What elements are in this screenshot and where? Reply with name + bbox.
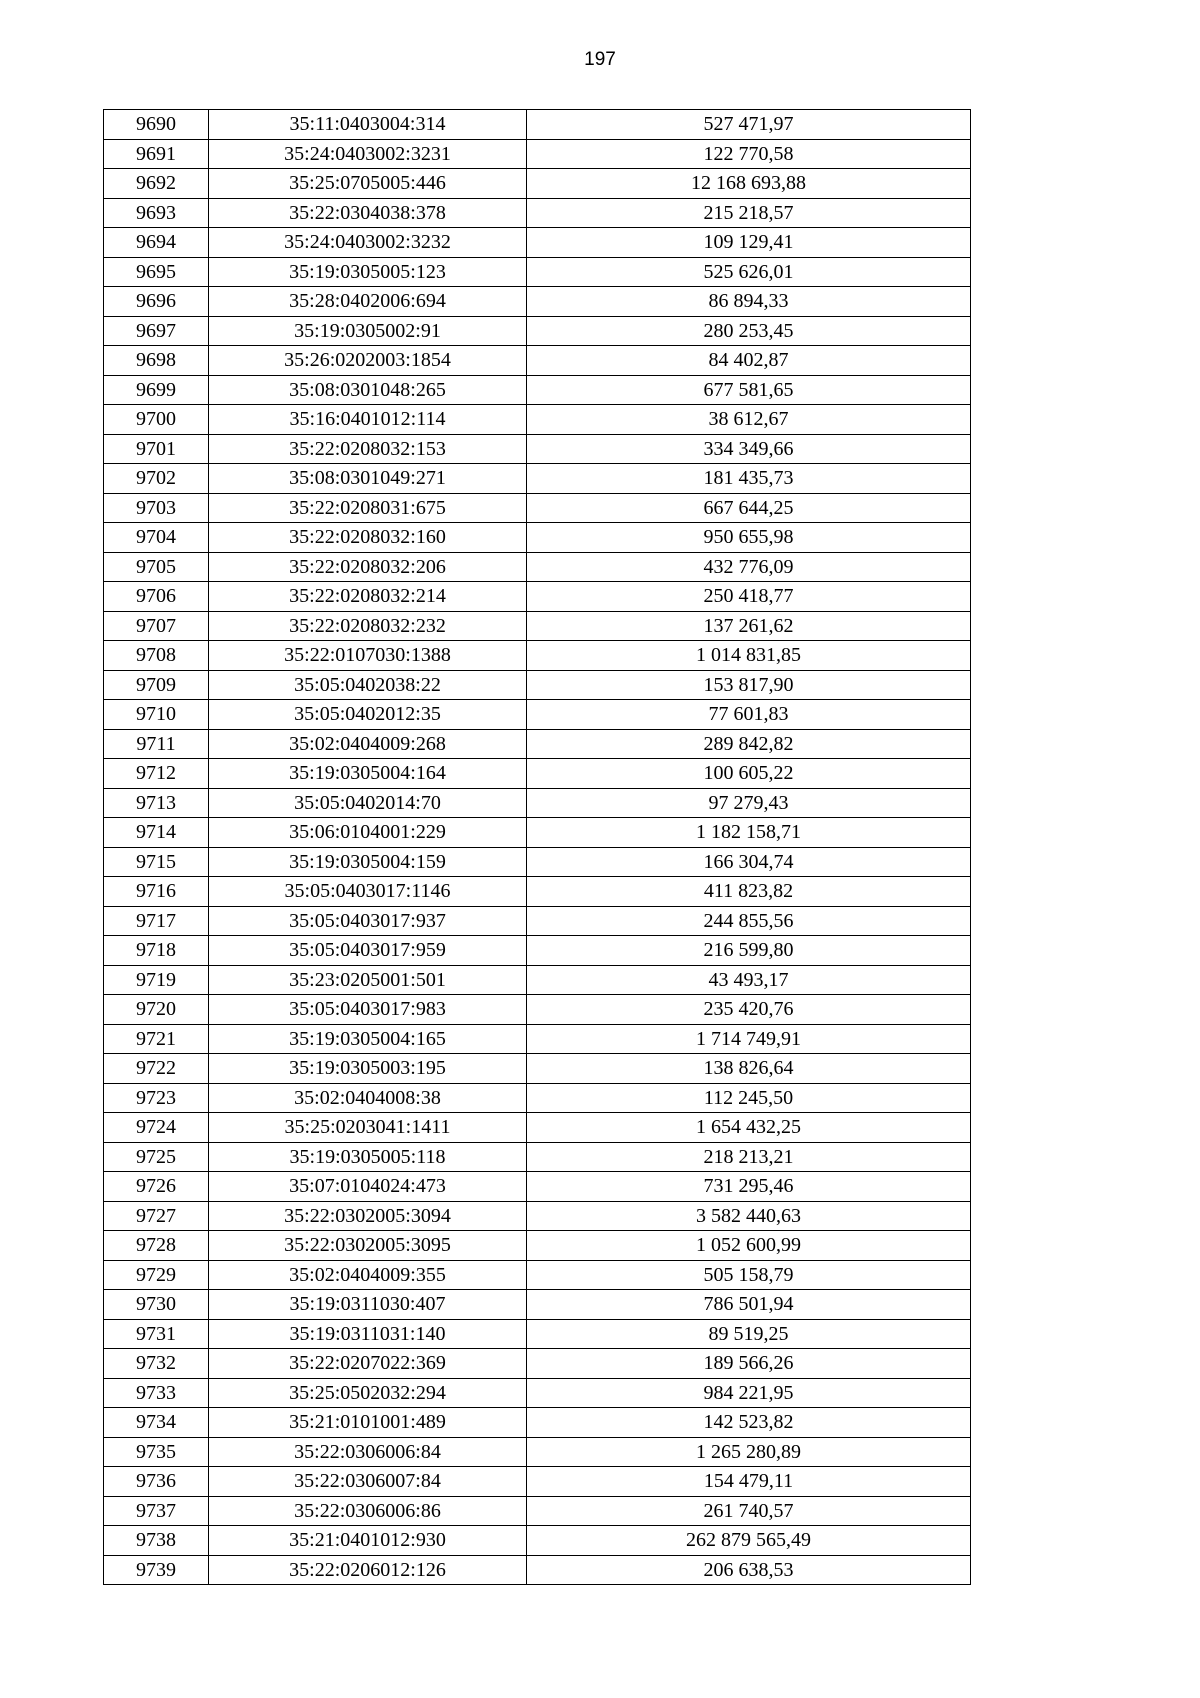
table-row xyxy=(104,936,971,966)
table-row xyxy=(104,847,971,877)
row-number-cell: 9728 xyxy=(104,1231,209,1261)
table-row xyxy=(104,877,971,907)
table-row xyxy=(104,139,971,169)
row-number-cell: 9726 xyxy=(104,1172,209,1202)
page-number: 197 xyxy=(584,49,616,70)
row-number-cell: 9710 xyxy=(104,700,209,730)
cadastral-number-cell: 35:22:0206012:126 xyxy=(209,1555,527,1585)
cadastral-number-cell: 35:08:0301049:271 xyxy=(209,464,527,494)
row-number-cell: 9733 xyxy=(104,1378,209,1408)
cadastral-number-cell: 35:05:0403017:959 xyxy=(209,936,527,966)
cadastral-value-table xyxy=(103,109,971,1585)
table-row xyxy=(104,287,971,317)
cadastral-number-cell: 35:22:0208032:232 xyxy=(209,611,527,641)
table-row xyxy=(104,1349,971,1379)
table-row xyxy=(104,965,971,995)
cadastral-value-cell: 731 295,46 xyxy=(527,1172,971,1202)
cadastral-value-cell: 505 158,79 xyxy=(527,1260,971,1290)
table-row xyxy=(104,1201,971,1231)
row-number-cell: 9732 xyxy=(104,1349,209,1379)
cadastral-number-cell: 35:19:0305004:164 xyxy=(209,759,527,789)
table-row xyxy=(104,582,971,612)
row-number-cell: 9711 xyxy=(104,729,209,759)
table-row xyxy=(104,1260,971,1290)
cadastral-value-cell: 86 894,33 xyxy=(527,287,971,317)
table-row xyxy=(104,1408,971,1438)
row-number-cell: 9716 xyxy=(104,877,209,907)
cadastral-value-cell: 432 776,09 xyxy=(527,552,971,582)
cadastral-value-cell: 262 879 565,49 xyxy=(527,1526,971,1556)
cadastral-number-cell: 35:06:0104001:229 xyxy=(209,818,527,848)
row-number-cell: 9727 xyxy=(104,1201,209,1231)
cadastral-number-cell: 35:22:0304038:378 xyxy=(209,198,527,228)
row-number-cell: 9737 xyxy=(104,1496,209,1526)
table-row xyxy=(104,228,971,258)
row-number-cell: 9722 xyxy=(104,1054,209,1084)
cadastral-number-cell: 35:19:0305002:91 xyxy=(209,316,527,346)
cadastral-value-cell: 1 265 280,89 xyxy=(527,1437,971,1467)
cadastral-value-cell: 154 479,11 xyxy=(527,1467,971,1497)
cadastral-value-cell: 142 523,82 xyxy=(527,1408,971,1438)
table-row xyxy=(104,1437,971,1467)
row-number-cell: 9709 xyxy=(104,670,209,700)
table-row xyxy=(104,1526,971,1556)
table-row xyxy=(104,1496,971,1526)
row-number-cell: 9707 xyxy=(104,611,209,641)
table-row xyxy=(104,1290,971,1320)
table-row xyxy=(104,198,971,228)
table-row xyxy=(104,818,971,848)
cadastral-value-cell: 786 501,94 xyxy=(527,1290,971,1320)
table-row xyxy=(104,906,971,936)
row-number-cell: 9696 xyxy=(104,287,209,317)
table-row xyxy=(104,316,971,346)
table-row xyxy=(104,1467,971,1497)
cadastral-value-cell: 181 435,73 xyxy=(527,464,971,494)
table-row xyxy=(104,169,971,199)
cadastral-number-cell: 35:11:0403004:314 xyxy=(209,110,527,140)
row-number-cell: 9735 xyxy=(104,1437,209,1467)
cadastral-number-cell: 35:22:0208032:206 xyxy=(209,552,527,582)
row-number-cell: 9730 xyxy=(104,1290,209,1320)
table-row xyxy=(104,375,971,405)
cadastral-value-cell: 89 519,25 xyxy=(527,1319,971,1349)
table-row xyxy=(104,1083,971,1113)
cadastral-number-cell: 35:19:0305003:195 xyxy=(209,1054,527,1084)
row-number-cell: 9720 xyxy=(104,995,209,1025)
cadastral-number-cell: 35:02:0404008:38 xyxy=(209,1083,527,1113)
row-number-cell: 9738 xyxy=(104,1526,209,1556)
cadastral-value-cell: 97 279,43 xyxy=(527,788,971,818)
row-number-cell: 9691 xyxy=(104,139,209,169)
cadastral-value-cell: 411 823,82 xyxy=(527,877,971,907)
cadastral-value-cell: 84 402,87 xyxy=(527,346,971,376)
row-number-cell: 9704 xyxy=(104,523,209,553)
cadastral-number-cell: 35:24:0403002:3232 xyxy=(209,228,527,258)
cadastral-value-cell: 984 221,95 xyxy=(527,1378,971,1408)
cadastral-number-cell: 35:25:0502032:294 xyxy=(209,1378,527,1408)
row-number-cell: 9708 xyxy=(104,641,209,671)
cadastral-value-cell: 189 566,26 xyxy=(527,1349,971,1379)
table-row xyxy=(104,1555,971,1585)
table-row xyxy=(104,434,971,464)
cadastral-number-cell: 35:19:0311030:407 xyxy=(209,1290,527,1320)
table-row xyxy=(104,257,971,287)
cadastral-value-cell: 112 245,50 xyxy=(527,1083,971,1113)
cadastral-number-cell: 35:16:0401012:114 xyxy=(209,405,527,435)
cadastral-value-cell: 12 168 693,88 xyxy=(527,169,971,199)
cadastral-number-cell: 35:28:0402006:694 xyxy=(209,287,527,317)
row-number-cell: 9703 xyxy=(104,493,209,523)
row-number-cell: 9718 xyxy=(104,936,209,966)
cadastral-value-cell: 525 626,01 xyxy=(527,257,971,287)
cadastral-value-cell: 38 612,67 xyxy=(527,405,971,435)
cadastral-value-cell: 289 842,82 xyxy=(527,729,971,759)
cadastral-number-cell: 35:22:0208032:160 xyxy=(209,523,527,553)
row-number-cell: 9705 xyxy=(104,552,209,582)
cadastral-number-cell: 35:05:0403017:983 xyxy=(209,995,527,1025)
cadastral-value-cell: 235 420,76 xyxy=(527,995,971,1025)
row-number-cell: 9692 xyxy=(104,169,209,199)
cadastral-value-cell: 43 493,17 xyxy=(527,965,971,995)
cadastral-number-cell: 35:22:0306007:84 xyxy=(209,1467,527,1497)
cadastral-number-cell: 35:22:0302005:3094 xyxy=(209,1201,527,1231)
cadastral-value-cell: 280 253,45 xyxy=(527,316,971,346)
cadastral-value-cell: 250 418,77 xyxy=(527,582,971,612)
cadastral-value-cell: 109 129,41 xyxy=(527,228,971,258)
cadastral-number-cell: 35:02:0404009:355 xyxy=(209,1260,527,1290)
cadastral-number-cell: 35:05:0403017:1146 xyxy=(209,877,527,907)
row-number-cell: 9700 xyxy=(104,405,209,435)
row-number-cell: 9729 xyxy=(104,1260,209,1290)
cadastral-number-cell: 35:19:0305004:159 xyxy=(209,847,527,877)
row-number-cell: 9731 xyxy=(104,1319,209,1349)
cadastral-number-cell: 35:22:0208031:675 xyxy=(209,493,527,523)
cadastral-value-cell: 1 014 831,85 xyxy=(527,641,971,671)
row-number-cell: 9693 xyxy=(104,198,209,228)
cadastral-value-cell: 215 218,57 xyxy=(527,198,971,228)
row-number-cell: 9736 xyxy=(104,1467,209,1497)
cadastral-number-cell: 35:08:0301048:265 xyxy=(209,375,527,405)
cadastral-value-cell: 138 826,64 xyxy=(527,1054,971,1084)
table-row xyxy=(104,729,971,759)
cadastral-number-cell: 35:19:0305005:118 xyxy=(209,1142,527,1172)
table-row xyxy=(104,523,971,553)
row-number-cell: 9734 xyxy=(104,1408,209,1438)
table-row xyxy=(104,1319,971,1349)
table-row xyxy=(104,759,971,789)
table-row xyxy=(104,1231,971,1261)
cadastral-number-cell: 35:05:0402038:22 xyxy=(209,670,527,700)
row-number-cell: 9701 xyxy=(104,434,209,464)
table-row xyxy=(104,700,971,730)
row-number-cell: 9695 xyxy=(104,257,209,287)
table-row xyxy=(104,493,971,523)
cadastral-value-cell: 122 770,58 xyxy=(527,139,971,169)
cadastral-value-cell: 244 855,56 xyxy=(527,906,971,936)
cadastral-number-cell: 35:05:0403017:937 xyxy=(209,906,527,936)
table-row xyxy=(104,552,971,582)
row-number-cell: 9699 xyxy=(104,375,209,405)
table-row xyxy=(104,1142,971,1172)
cadastral-value-cell: 677 581,65 xyxy=(527,375,971,405)
cadastral-number-cell: 35:22:0302005:3095 xyxy=(209,1231,527,1261)
cadastral-number-cell: 35:21:0101001:489 xyxy=(209,1408,527,1438)
cadastral-number-cell: 35:25:0705005:446 xyxy=(209,169,527,199)
cadastral-number-cell: 35:05:0402014:70 xyxy=(209,788,527,818)
cadastral-number-cell: 35:19:0305005:123 xyxy=(209,257,527,287)
cadastral-value-cell: 216 599,80 xyxy=(527,936,971,966)
row-number-cell: 9723 xyxy=(104,1083,209,1113)
row-number-cell: 9694 xyxy=(104,228,209,258)
cadastral-value-cell: 950 655,98 xyxy=(527,523,971,553)
row-number-cell: 9714 xyxy=(104,818,209,848)
cadastral-value-cell: 206 638,53 xyxy=(527,1555,971,1585)
cadastral-number-cell: 35:22:0107030:1388 xyxy=(209,641,527,671)
table-row xyxy=(104,641,971,671)
cadastral-number-cell: 35:22:0306006:84 xyxy=(209,1437,527,1467)
row-number-cell: 9702 xyxy=(104,464,209,494)
cadastral-value-cell: 261 740,57 xyxy=(527,1496,971,1526)
cadastral-value-cell: 527 471,97 xyxy=(527,110,971,140)
cadastral-number-cell: 35:24:0403002:3231 xyxy=(209,139,527,169)
cadastral-value-cell: 77 601,83 xyxy=(527,700,971,730)
table-row xyxy=(104,1113,971,1143)
cadastral-value-cell: 1 052 600,99 xyxy=(527,1231,971,1261)
table-row xyxy=(104,1378,971,1408)
table-row xyxy=(104,464,971,494)
row-number-cell: 9690 xyxy=(104,110,209,140)
cadastral-value-cell: 100 605,22 xyxy=(527,759,971,789)
cadastral-number-cell: 35:19:0305004:165 xyxy=(209,1024,527,1054)
cadastral-value-cell: 137 261,62 xyxy=(527,611,971,641)
cadastral-value-cell: 153 817,90 xyxy=(527,670,971,700)
cadastral-value-cell: 667 644,25 xyxy=(527,493,971,523)
row-number-cell: 9706 xyxy=(104,582,209,612)
cadastral-value-cell: 3 582 440,63 xyxy=(527,1201,971,1231)
table-row xyxy=(104,995,971,1025)
table-row xyxy=(104,405,971,435)
table-row xyxy=(104,110,971,140)
cadastral-number-cell: 35:21:0401012:930 xyxy=(209,1526,527,1556)
row-number-cell: 9713 xyxy=(104,788,209,818)
row-number-cell: 9721 xyxy=(104,1024,209,1054)
row-number-cell: 9697 xyxy=(104,316,209,346)
cadastral-number-cell: 35:26:0202003:1854 xyxy=(209,346,527,376)
table-row xyxy=(104,670,971,700)
table-row xyxy=(104,1054,971,1084)
table-row xyxy=(104,611,971,641)
row-number-cell: 9724 xyxy=(104,1113,209,1143)
row-number-cell: 9719 xyxy=(104,965,209,995)
cadastral-number-cell: 35:22:0208032:214 xyxy=(209,582,527,612)
row-number-cell: 9712 xyxy=(104,759,209,789)
table-body xyxy=(104,110,971,1585)
cadastral-value-cell: 166 304,74 xyxy=(527,847,971,877)
row-number-cell: 9715 xyxy=(104,847,209,877)
table-row xyxy=(104,788,971,818)
table-row xyxy=(104,346,971,376)
cadastral-value-cell: 218 213,21 xyxy=(527,1142,971,1172)
row-number-cell: 9725 xyxy=(104,1142,209,1172)
cadastral-number-cell: 35:05:0402012:35 xyxy=(209,700,527,730)
cadastral-number-cell: 35:22:0208032:153 xyxy=(209,434,527,464)
cadastral-value-cell: 334 349,66 xyxy=(527,434,971,464)
cadastral-number-cell: 35:02:0404009:268 xyxy=(209,729,527,759)
cadastral-value-cell: 1 654 432,25 xyxy=(527,1113,971,1143)
cadastral-value-cell: 1 714 749,91 xyxy=(527,1024,971,1054)
table-row xyxy=(104,1172,971,1202)
cadastral-number-cell: 35:23:0205001:501 xyxy=(209,965,527,995)
cadastral-number-cell: 35:22:0306006:86 xyxy=(209,1496,527,1526)
row-number-cell: 9717 xyxy=(104,906,209,936)
cadastral-number-cell: 35:22:0207022:369 xyxy=(209,1349,527,1379)
table-row xyxy=(104,1024,971,1054)
row-number-cell: 9739 xyxy=(104,1555,209,1585)
cadastral-number-cell: 35:19:0311031:140 xyxy=(209,1319,527,1349)
cadastral-value-cell: 1 182 158,71 xyxy=(527,818,971,848)
cadastral-number-cell: 35:25:0203041:1411 xyxy=(209,1113,527,1143)
row-number-cell: 9698 xyxy=(104,346,209,376)
cadastral-number-cell: 35:07:0104024:473 xyxy=(209,1172,527,1202)
